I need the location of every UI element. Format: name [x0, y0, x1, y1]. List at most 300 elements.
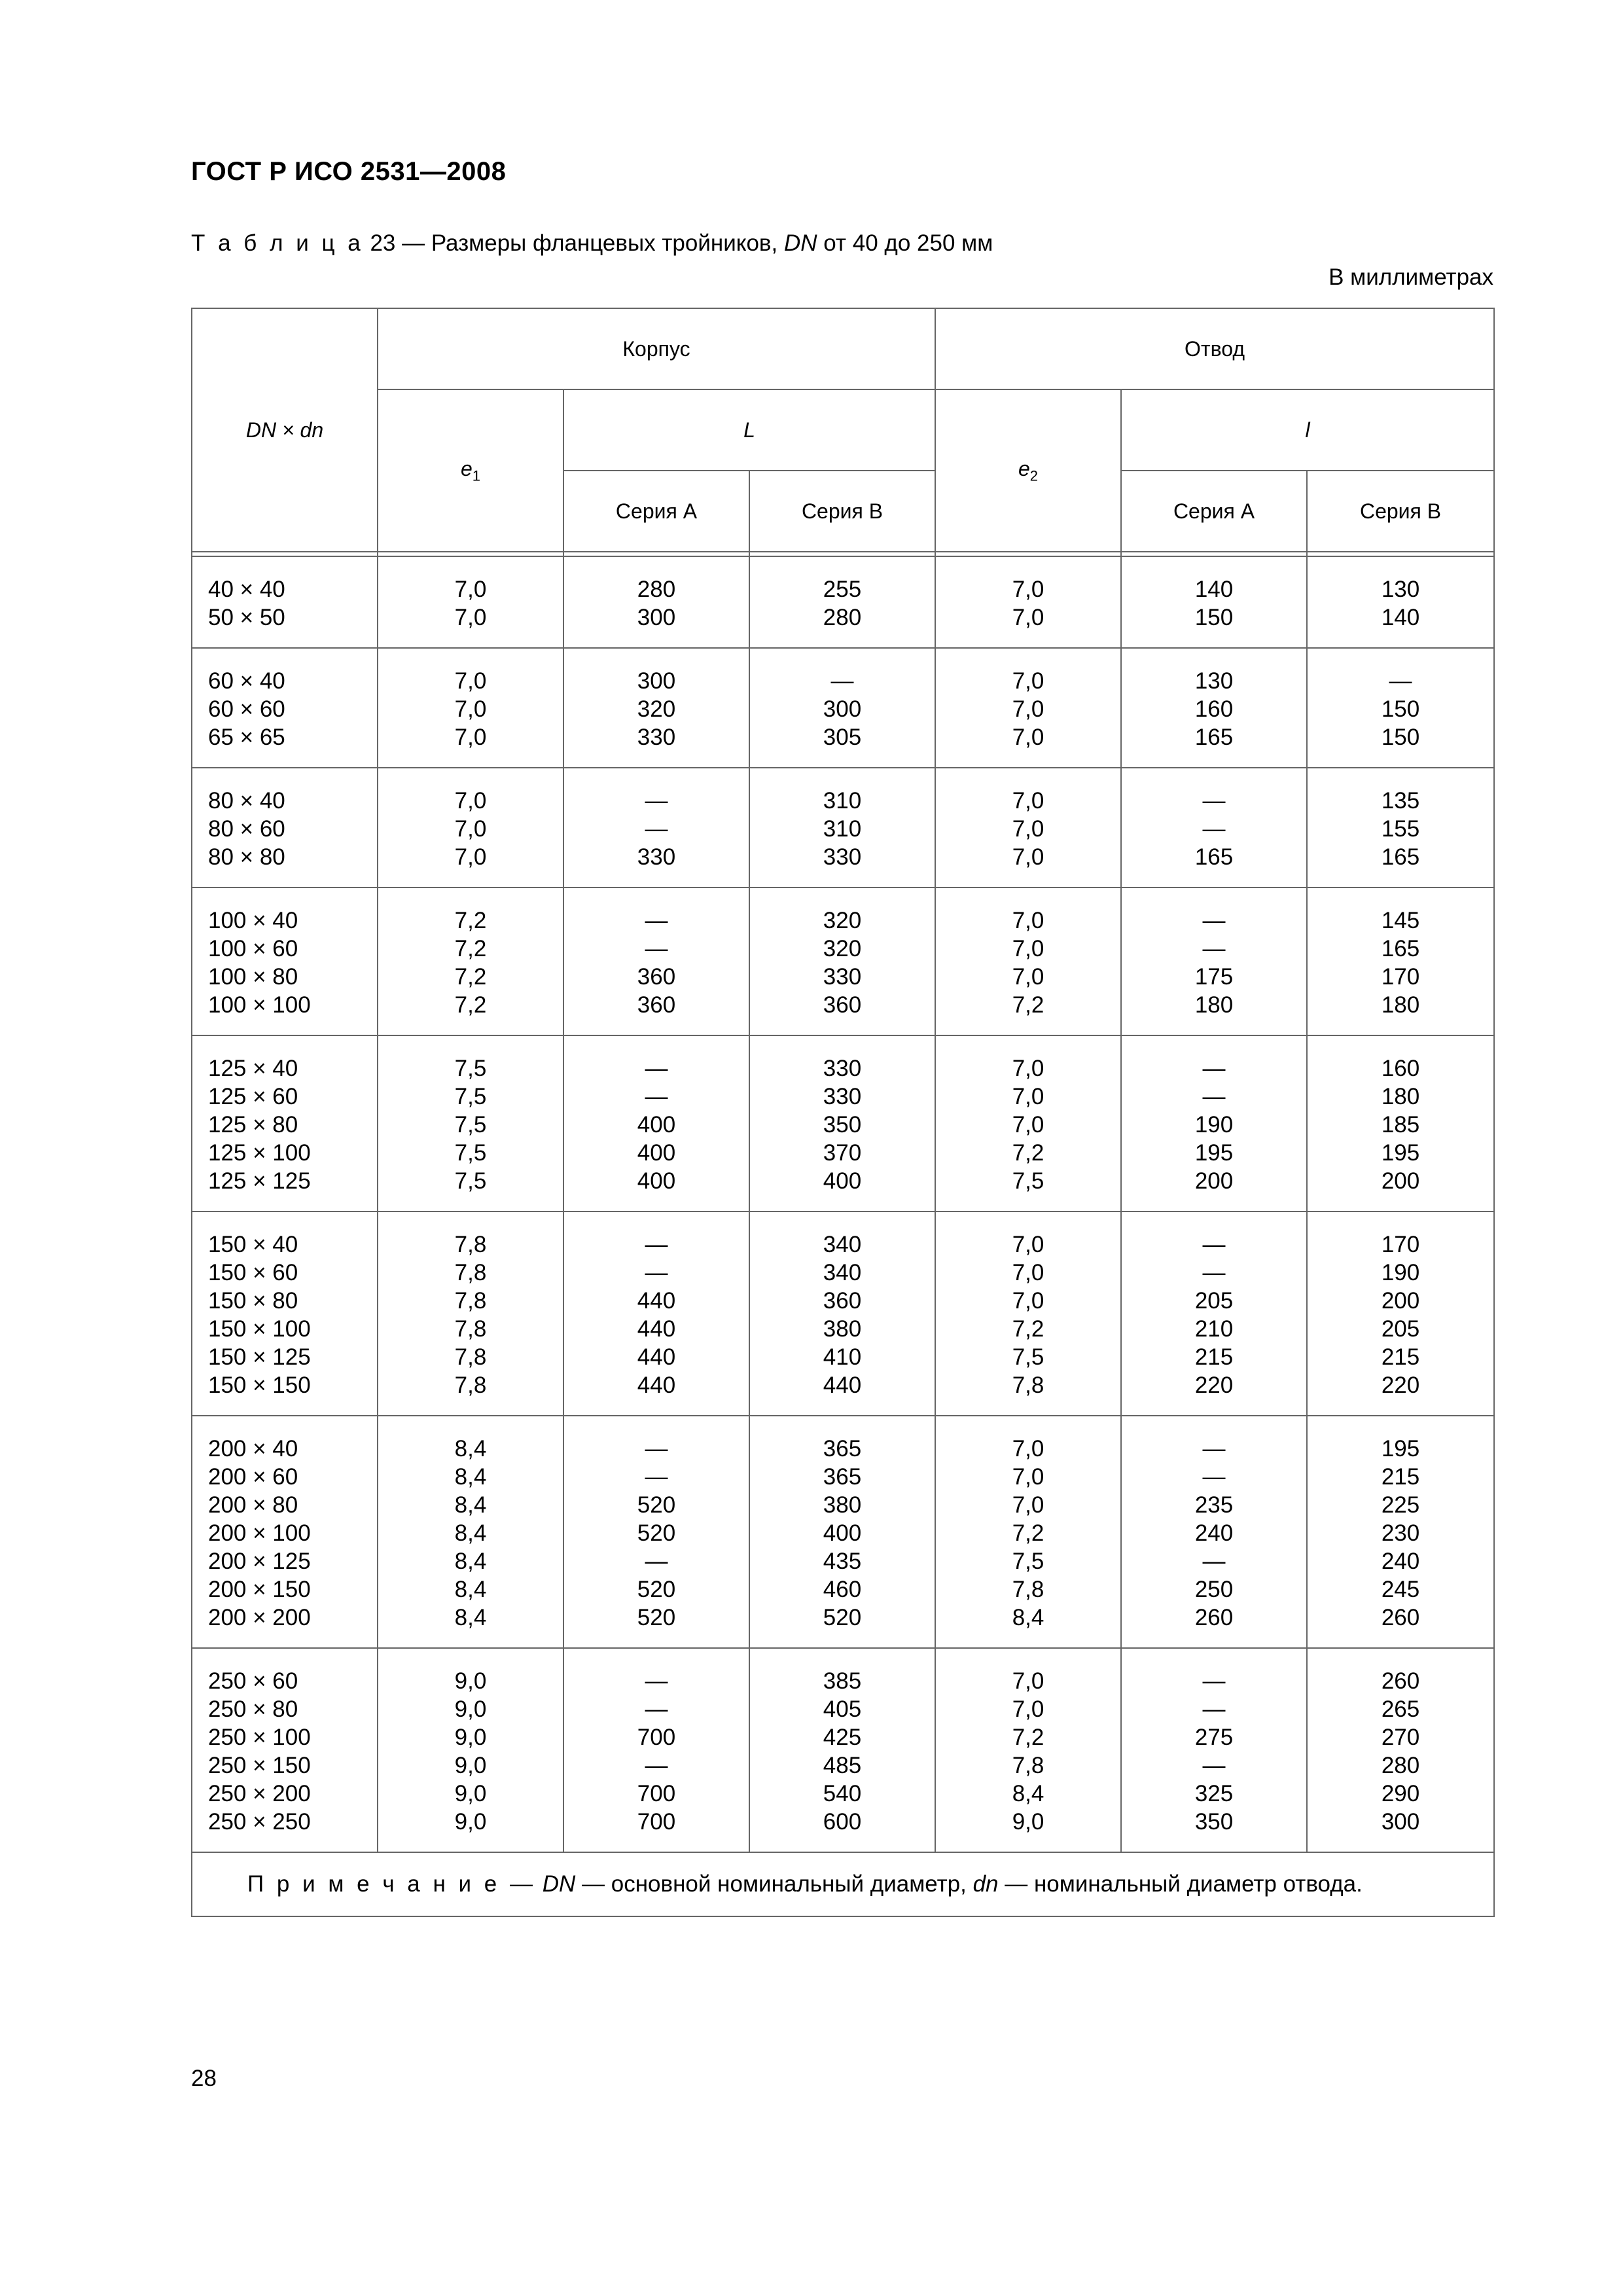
cell-value: 435: [823, 1549, 862, 1574]
cell-e2: [935, 1416, 1121, 1648]
cell-value: —: [645, 908, 668, 933]
cell-value: 80 × 80: [208, 844, 285, 870]
cell-value: 440: [823, 1372, 862, 1398]
cell-value: 7,2: [454, 936, 487, 961]
cell-value: 7,0: [1012, 696, 1044, 722]
cell-value: 8,4: [454, 1549, 487, 1574]
cell-e1: [378, 1035, 563, 1211]
cell-value: 150 × 40: [208, 1232, 298, 1257]
cell-value: 265: [1381, 1696, 1420, 1722]
cell-value: —: [645, 1232, 668, 1257]
cell-value: 7,0: [1012, 816, 1044, 842]
cell-value: —: [1202, 1084, 1226, 1109]
cell-value: —: [645, 1436, 668, 1462]
cell-l-b: [749, 1035, 935, 1211]
cell-l-b: [749, 556, 935, 648]
cell-value: 520: [637, 1492, 676, 1518]
cell-value: —: [645, 1668, 668, 1694]
cell-value: 7,2: [454, 992, 487, 1018]
cell-value: 280: [1381, 1753, 1420, 1778]
cell-l-b: [749, 1211, 935, 1416]
cell-value: 7,0: [1012, 1288, 1044, 1314]
cell-value: 7,5: [454, 1140, 487, 1166]
cell-value: 8,4: [454, 1492, 487, 1518]
cell-value: —: [1202, 1753, 1226, 1778]
cell-value: 300: [637, 605, 676, 630]
header-branch: Отвод: [935, 308, 1494, 389]
cell-l-b: [749, 648, 935, 768]
cell-value: —: [645, 1753, 668, 1778]
cell-value: 140: [1381, 605, 1420, 630]
cell-value: —: [1202, 788, 1226, 814]
cell-value: 7,0: [1012, 1668, 1044, 1694]
cell-value: 360: [823, 992, 862, 1018]
cell-value: 7,8: [454, 1288, 487, 1314]
cell-value: 7,0: [454, 816, 487, 842]
units-label: В миллиметрах: [1329, 264, 1493, 290]
cell-value: 7,0: [1012, 1492, 1044, 1518]
cell-value: —: [830, 668, 854, 694]
cell-value: 8,4: [1012, 1781, 1044, 1806]
cell-value: 250 × 100: [208, 1725, 311, 1750]
cell-value: 7,5: [454, 1168, 487, 1194]
cell-value: 235: [1194, 1492, 1234, 1518]
cell-dn: [192, 888, 378, 1035]
cell-value: 65 × 65: [208, 725, 285, 750]
cell-value: 150 × 150: [208, 1372, 311, 1398]
cell-value: 250 × 60: [208, 1668, 298, 1694]
cell-value: 125 × 60: [208, 1084, 298, 1109]
cell-value: 7,0: [454, 844, 487, 870]
cell-l-b: [749, 768, 935, 888]
cell-value: —: [1202, 1056, 1226, 1081]
cell-value: 250 × 150: [208, 1753, 311, 1778]
cell-value: 7,8: [454, 1260, 487, 1285]
dimensions-table: [191, 308, 1495, 1917]
cell-value: 205: [1381, 1316, 1420, 1342]
cell-value: —: [1202, 816, 1226, 842]
cell-value: 310: [823, 788, 862, 814]
cell-e2: [935, 1211, 1121, 1416]
cell-value: 150: [1381, 725, 1420, 750]
cell-value: 7,5: [454, 1056, 487, 1081]
cell-value: 340: [823, 1232, 862, 1257]
cell-value: 150 × 100: [208, 1316, 311, 1342]
cell-l-a: [563, 648, 749, 768]
cell-dn: [192, 648, 378, 768]
cell-value: 440: [637, 1316, 676, 1342]
cell-value: 260: [1194, 1605, 1234, 1630]
cell-value: 400: [823, 1520, 862, 1546]
cell-l-a: [1121, 556, 1307, 648]
cell-value: 7,0: [1012, 908, 1044, 933]
cell-value: —: [1202, 1260, 1226, 1285]
cell-value: 330: [823, 844, 862, 870]
cell-value: 155: [1381, 816, 1420, 842]
cell-value: 9,0: [454, 1809, 487, 1835]
table-caption: [191, 230, 993, 257]
cell-value: 8,4: [454, 1464, 487, 1490]
header-body: Корпус: [378, 308, 935, 389]
cell-value: 230: [1381, 1520, 1420, 1546]
cell-value: 320: [823, 936, 862, 961]
cell-value: 240: [1194, 1520, 1234, 1546]
cell-value: 240: [1381, 1549, 1420, 1574]
cell-value: 40 × 40: [208, 577, 285, 602]
cell-value: 7,2: [1012, 1520, 1044, 1546]
cell-value: 170: [1381, 1232, 1420, 1257]
cell-value: 7,0: [1012, 1232, 1044, 1257]
cell-value: 100 × 100: [208, 992, 311, 1018]
cell-value: 9,0: [454, 1781, 487, 1806]
cell-l-a: [563, 1035, 749, 1211]
cell-value: 50 × 50: [208, 605, 285, 630]
cell-value: 125 × 80: [208, 1112, 298, 1138]
cell-value: 9,0: [454, 1696, 487, 1722]
cell-value: 330: [637, 725, 676, 750]
cell-value: 250 × 250: [208, 1809, 311, 1835]
cell-value: 8,4: [1012, 1605, 1044, 1630]
header-L: L: [563, 389, 935, 471]
cell-value: 220: [1381, 1372, 1420, 1398]
cell-value: 300: [1381, 1809, 1420, 1835]
cell-value: 125 × 125: [208, 1168, 311, 1194]
cell-value: 440: [637, 1372, 676, 1398]
cell-e1: [378, 768, 563, 888]
cell-value: 80 × 40: [208, 788, 285, 814]
cell-value: —: [1202, 1232, 1226, 1257]
cell-value: 9,0: [454, 1725, 487, 1750]
cell-value: 380: [823, 1492, 862, 1518]
cell-value: —: [1389, 668, 1412, 694]
cell-l-b: [1307, 556, 1494, 648]
cell-value: 100 × 40: [208, 908, 298, 933]
cell-value: 540: [823, 1781, 862, 1806]
cell-e2: [935, 768, 1121, 888]
cell-value: 140: [1194, 577, 1234, 602]
caption-range: от 40 до 250 мм: [823, 230, 993, 256]
cell-e1: [378, 1211, 563, 1416]
caption-text: Размеры фланцевых тройников,: [431, 230, 778, 256]
cell-value: 260: [1381, 1605, 1420, 1630]
cell-value: 7,8: [454, 1372, 487, 1398]
cell-value: 7,2: [1012, 1140, 1044, 1166]
cell-value: 7,0: [454, 668, 487, 694]
note-text-2: — номинальный диаметр отвода.: [1005, 1871, 1363, 1897]
cell-value: 290: [1381, 1781, 1420, 1806]
cell-l-b: [1307, 888, 1494, 1035]
cell-value: 245: [1381, 1577, 1420, 1602]
cell-value: 7,2: [1012, 1316, 1044, 1342]
header-e2: $e_2$: [935, 389, 1121, 552]
cell-value: 180: [1194, 992, 1234, 1018]
cell-dn: [192, 1648, 378, 1852]
cell-value: 125 × 100: [208, 1140, 311, 1166]
cell-l-a: [563, 768, 749, 888]
cell-value: —: [1202, 1436, 1226, 1462]
note-dn-small: dn: [972, 1871, 999, 1897]
cell-e2: [935, 1035, 1121, 1211]
cell-value: 195: [1381, 1436, 1420, 1462]
cell-value: 300: [637, 668, 676, 694]
header-L-series-a: Серия A: [563, 471, 749, 552]
caption-dn: DN: [784, 230, 817, 256]
cell-dn: [192, 768, 378, 888]
cell-value: —: [1202, 1668, 1226, 1694]
cell-value: 7,0: [1012, 788, 1044, 814]
table-row-group: [192, 1648, 1494, 1852]
cell-value: 400: [823, 1168, 862, 1194]
cell-value: 210: [1194, 1316, 1234, 1342]
cell-value: 360: [637, 992, 676, 1018]
cell-l-a: [563, 1416, 749, 1648]
cell-value: 485: [823, 1753, 862, 1778]
cell-l-b: [1307, 1416, 1494, 1648]
cell-value: 7,5: [1012, 1549, 1044, 1574]
cell-value: —: [1202, 1549, 1226, 1574]
cell-value: 200 × 60: [208, 1464, 298, 1490]
cell-value: 400: [637, 1112, 676, 1138]
table-row-group: [192, 1211, 1494, 1416]
cell-e1: [378, 888, 563, 1035]
cell-value: 80 × 60: [208, 816, 285, 842]
cell-value: 310: [823, 816, 862, 842]
cell-value: 400: [637, 1140, 676, 1166]
cell-value: 330: [823, 1084, 862, 1109]
cell-value: 350: [823, 1112, 862, 1138]
cell-value: —: [1202, 908, 1226, 933]
header-L-series-b: Серия B: [749, 471, 935, 552]
page-number: 28: [191, 2066, 217, 2091]
cell-l-a: [1121, 768, 1307, 888]
cell-value: 215: [1381, 1344, 1420, 1370]
cell-l-a: [1121, 648, 1307, 768]
cell-value: 200 × 80: [208, 1492, 298, 1518]
cell-e1: [378, 1416, 563, 1648]
header-separator: [192, 552, 1494, 556]
cell-value: 215: [1381, 1464, 1420, 1490]
cell-value: 150: [1194, 605, 1234, 630]
cell-e2: [935, 556, 1121, 648]
cell-value: 135: [1381, 788, 1420, 814]
cell-value: 410: [823, 1344, 862, 1370]
cell-value: 200: [1381, 1288, 1420, 1314]
cell-e2: [935, 1648, 1121, 1852]
cell-value: 365: [823, 1436, 862, 1462]
header-dn-dn: DN × dn: [192, 308, 378, 552]
cell-value: 7,0: [1012, 605, 1044, 630]
cell-value: 9,0: [454, 1753, 487, 1778]
cell-value: —: [645, 1260, 668, 1285]
caption-label: Т а б л и ц а: [191, 230, 364, 256]
cell-value: 150 × 60: [208, 1260, 298, 1285]
cell-l-b: [749, 888, 935, 1035]
cell-value: 130: [1381, 577, 1420, 602]
cell-value: 7,8: [454, 1316, 487, 1342]
cell-value: 200 × 125: [208, 1549, 311, 1574]
cell-value: 8,4: [454, 1605, 487, 1630]
cell-value: 7,8: [454, 1232, 487, 1257]
cell-value: 280: [823, 605, 862, 630]
cell-value: 350: [1194, 1809, 1234, 1835]
cell-value: 320: [637, 696, 676, 722]
cell-value: 7,0: [1012, 1464, 1044, 1490]
cell-value: 125 × 40: [208, 1056, 298, 1081]
cell-value: 7,0: [454, 577, 487, 602]
cell-value: 7,0: [454, 696, 487, 722]
note-dn: DN: [542, 1871, 576, 1897]
cell-value: 100 × 60: [208, 936, 298, 961]
cell-value: 195: [1194, 1140, 1234, 1166]
cell-value: 7,0: [1012, 1436, 1044, 1462]
cell-e1: [378, 648, 563, 768]
cell-l-a: [1121, 1211, 1307, 1416]
cell-value: 160: [1194, 696, 1234, 722]
cell-value: 165: [1194, 725, 1234, 750]
cell-e1: [378, 1648, 563, 1852]
cell-value: —: [645, 1549, 668, 1574]
cell-value: 7,0: [1012, 1056, 1044, 1081]
table-row-group: [192, 556, 1494, 648]
cell-dn: [192, 1416, 378, 1648]
cell-value: 100 × 80: [208, 964, 298, 990]
header-l-series-b: Серия B: [1307, 471, 1494, 552]
cell-value: 330: [823, 1056, 862, 1081]
cell-value: 145: [1381, 908, 1420, 933]
cell-value: 425: [823, 1725, 862, 1750]
cell-value: 305: [823, 725, 862, 750]
cell-value: 170: [1381, 964, 1420, 990]
cell-value: 200 × 100: [208, 1520, 311, 1546]
cell-value: 180: [1381, 992, 1420, 1018]
cell-value: 7,0: [1012, 936, 1044, 961]
cell-value: 360: [823, 1288, 862, 1314]
cell-value: 250 × 200: [208, 1781, 311, 1806]
cell-value: 7,0: [1012, 577, 1044, 602]
cell-value: 7,8: [1012, 1372, 1044, 1398]
cell-value: 150: [1381, 696, 1420, 722]
cell-value: 7,0: [454, 725, 487, 750]
cell-l-a: [1121, 888, 1307, 1035]
cell-value: 700: [637, 1725, 676, 1750]
cell-value: 7,5: [1012, 1344, 1044, 1370]
cell-value: 9,0: [454, 1668, 487, 1694]
cell-value: 7,0: [1012, 668, 1044, 694]
cell-value: 7,0: [1012, 844, 1044, 870]
cell-l-a: [563, 1211, 749, 1416]
cell-value: 150 × 125: [208, 1344, 311, 1370]
cell-value: 365: [823, 1464, 862, 1490]
table-row-group: [192, 1416, 1494, 1648]
cell-value: 215: [1194, 1344, 1234, 1370]
cell-value: —: [645, 788, 668, 814]
cell-value: 165: [1381, 844, 1420, 870]
cell-l-b: [1307, 768, 1494, 888]
cell-value: 7,0: [1012, 1084, 1044, 1109]
header-e1: $e_1$: [378, 389, 563, 552]
cell-l-b: [1307, 1211, 1494, 1416]
caption-number: 23 —: [370, 230, 425, 256]
header-l-series-a: Серия A: [1121, 471, 1307, 552]
cell-value: 8,4: [454, 1520, 487, 1546]
cell-value: 385: [823, 1668, 862, 1694]
cell-value: 7,2: [1012, 1725, 1044, 1750]
cell-l-a: [563, 888, 749, 1035]
cell-l-a: [1121, 1648, 1307, 1852]
cell-value: 220: [1194, 1372, 1234, 1398]
cell-value: 600: [823, 1809, 862, 1835]
cell-value: 200: [1381, 1168, 1420, 1194]
cell-value: 440: [637, 1288, 676, 1314]
table-row-group: [192, 888, 1494, 1035]
cell-value: 700: [637, 1781, 676, 1806]
cell-e2: [935, 648, 1121, 768]
cell-value: 520: [637, 1577, 676, 1602]
cell-value: 8,4: [454, 1436, 487, 1462]
cell-value: —: [645, 1464, 668, 1490]
cell-l-a: [1121, 1416, 1307, 1648]
cell-l-b: [1307, 1035, 1494, 1211]
cell-value: 250 × 80: [208, 1696, 298, 1722]
cell-value: 7,8: [1012, 1753, 1044, 1778]
cell-value: 8,4: [454, 1577, 487, 1602]
cell-value: 460: [823, 1577, 862, 1602]
table-row-group: [192, 648, 1494, 768]
cell-value: —: [645, 1084, 668, 1109]
cell-value: 280: [637, 577, 676, 602]
cell-value: 60 × 40: [208, 668, 285, 694]
cell-value: 200 × 40: [208, 1436, 298, 1462]
cell-value: 205: [1194, 1288, 1234, 1314]
cell-value: 180: [1381, 1084, 1420, 1109]
note-text-1: — основной номинальный диаметр,: [582, 1871, 967, 1897]
cell-value: 700: [637, 1809, 676, 1835]
cell-value: 185: [1381, 1112, 1420, 1138]
cell-value: 9,0: [1012, 1809, 1044, 1835]
cell-l-b: [749, 1648, 935, 1852]
cell-value: 300: [823, 696, 862, 722]
cell-l-b: [1307, 1648, 1494, 1852]
cell-value: 330: [637, 844, 676, 870]
cell-value: —: [1202, 1464, 1226, 1490]
cell-value: 325: [1194, 1781, 1234, 1806]
cell-value: 370: [823, 1140, 862, 1166]
cell-value: 400: [637, 1168, 676, 1194]
cell-l-b: [1307, 648, 1494, 768]
cell-value: 7,8: [1012, 1577, 1044, 1602]
cell-value: 7,5: [454, 1112, 487, 1138]
cell-value: —: [645, 936, 668, 961]
cell-value: 440: [637, 1344, 676, 1370]
cell-value: 360: [637, 964, 676, 990]
cell-value: 405: [823, 1696, 862, 1722]
cell-value: 7,8: [454, 1344, 487, 1370]
cell-l-a: [1121, 1035, 1307, 1211]
cell-value: 7,2: [1012, 992, 1044, 1018]
table-body: [192, 556, 1494, 1852]
standard-title: ГОСТ Р ИСО 2531—2008: [191, 157, 507, 186]
cell-value: 340: [823, 1260, 862, 1285]
cell-value: 165: [1381, 936, 1420, 961]
cell-value: —: [645, 816, 668, 842]
cell-value: 200: [1194, 1168, 1234, 1194]
cell-e2: [935, 888, 1121, 1035]
note-label: П р и м е ч а н и е —: [247, 1871, 536, 1897]
cell-l-b: [749, 1416, 935, 1648]
cell-value: 150 × 80: [208, 1288, 298, 1314]
cell-value: 320: [823, 908, 862, 933]
cell-value: 7,0: [454, 605, 487, 630]
